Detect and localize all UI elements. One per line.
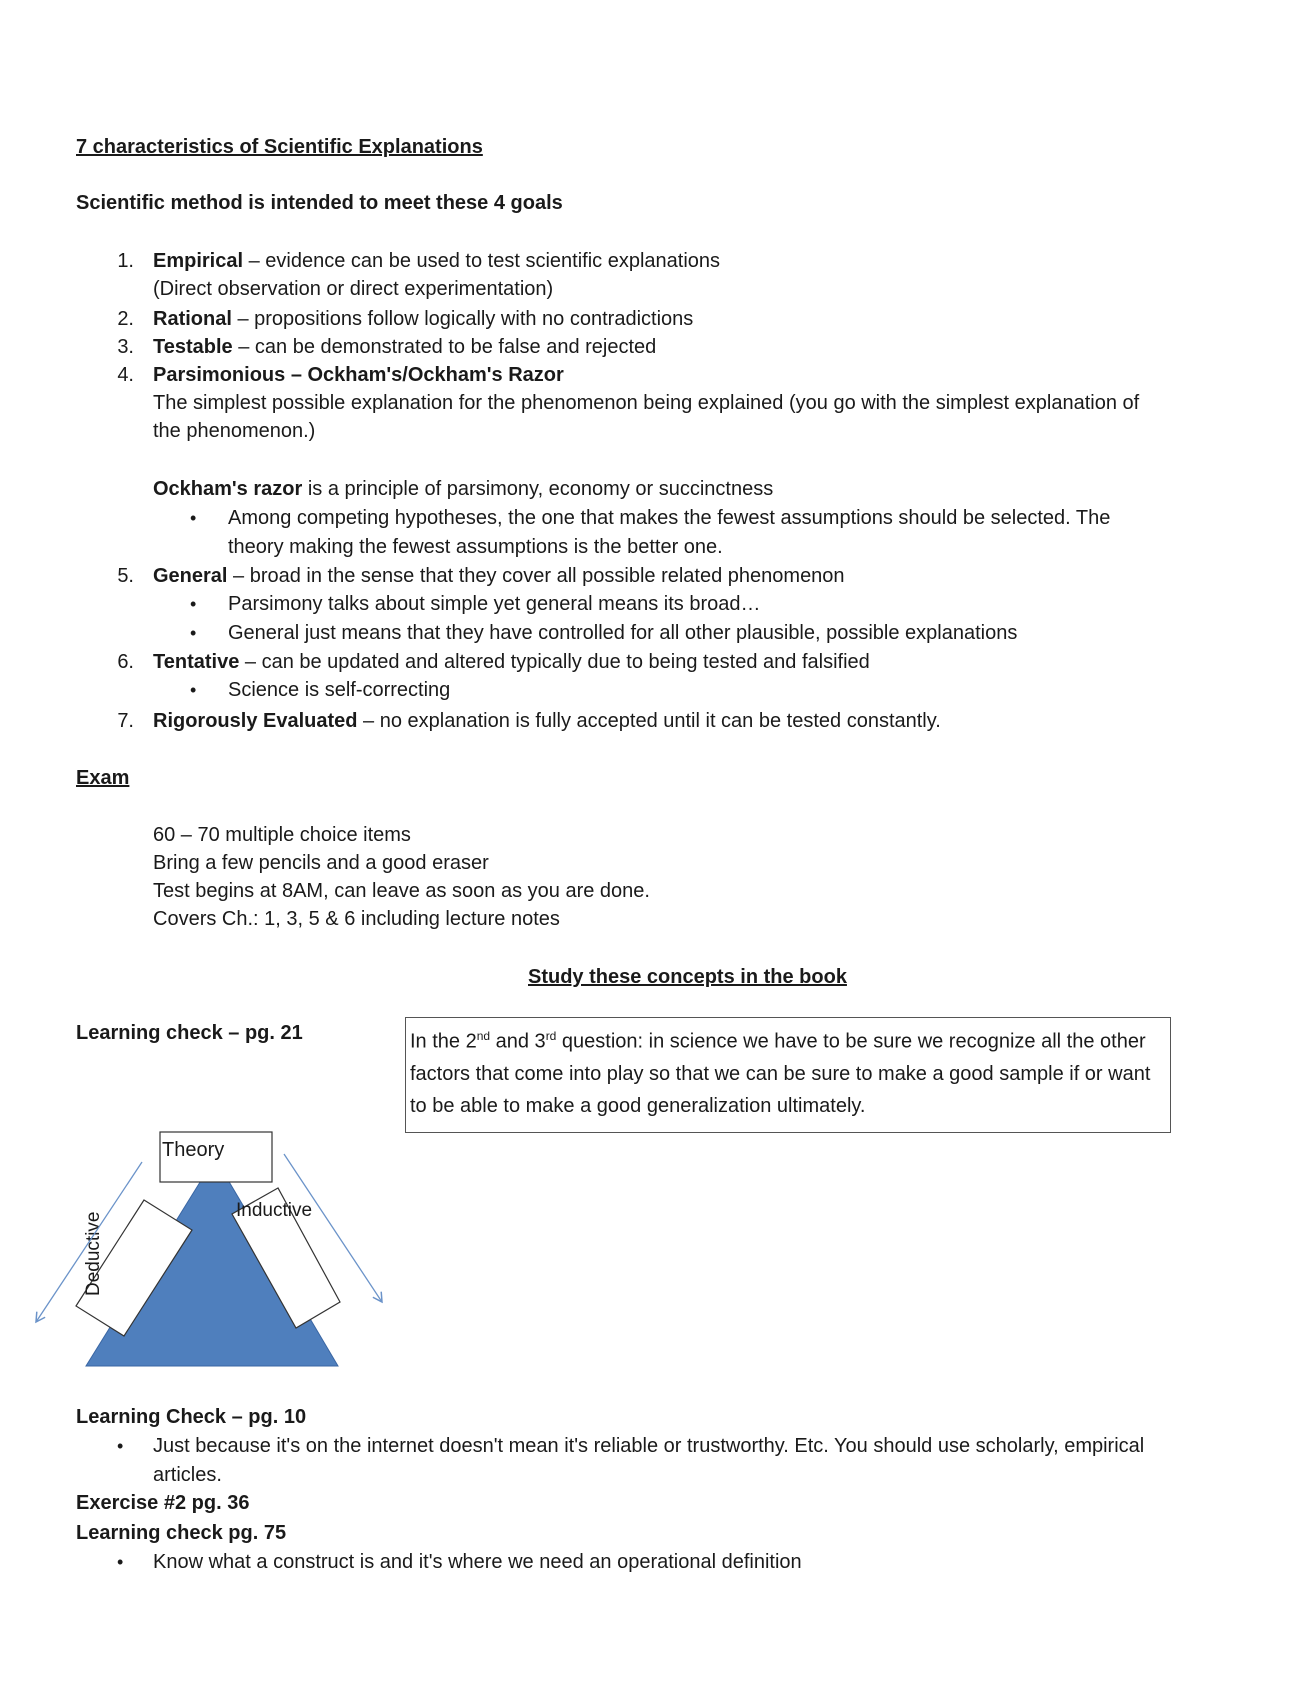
page-title: 7 characteristics of Scientific Explanations [76,136,483,158]
learning-check-75: Learning check pg. 75 [76,1522,287,1544]
bullet-text: General just means that they have controlled for all other plausible, possible explanations [228,622,1018,644]
list-item [153,565,845,588]
list-number: 3. [117,336,134,358]
textbox-text: question: in science we have to be sure we recognize all the other factors that come into play so that we can be sure to make a good sample if or want to be able to make a good generalization ultimately. [410,1030,1151,1117]
item-term: Empirical [153,250,244,272]
learning-check-21: Learning check – pg. 21 [76,1022,303,1044]
item-term: Testable [153,336,233,358]
list-number: 6. [117,651,134,673]
razor-term: Ockham's razor [153,478,303,500]
list-item [153,336,656,359]
list-number: 4. [117,364,134,386]
item-desc: – can be updated and altered typically due to being tested and falsified [239,651,870,673]
inductive-label: Inductive [236,1200,313,1221]
list-item [153,710,941,733]
item-term: Tentative [153,651,240,673]
razor-line [153,478,773,501]
bullet-text: theory making the fewest assumptions is the better one. [228,536,723,558]
study-heading: Study these concepts in the book [528,966,847,988]
item-term: General [153,565,228,587]
bullet-text: Among competing hypotheses, the one that makes the fewest assumptions should be selected. The [228,507,1111,529]
list-item [153,250,720,273]
textbox-sup: nd [476,1029,491,1043]
bullet-glyph: • [190,680,197,700]
exam-line: Test begins at 8AM, can leave as soon as you are done. [153,880,650,902]
bullet-text: Just because it's on the internet doesn't mean it's reliable or trustworthy. Etc. You should use scholarly, empirical [153,1435,1145,1457]
list-number: 5. [117,565,134,587]
item-desc: – no explanation is fully accepted until it can be tested constantly. [357,710,941,732]
theory-label: Theory [162,1139,225,1161]
bullet-text: Know what a construct is and it's where we need an operational definition [153,1551,802,1573]
item-extra: (Direct observation or direct experimentation) [153,278,554,300]
item-extra: the phenomenon.) [153,420,316,442]
bullet-text: Science is self-correcting [228,679,451,701]
exam-line: 60 – 70 multiple choice items [153,824,411,846]
exam-line: Bring a few pencils and a good eraser [153,852,489,874]
item-desc: – broad in the sense that they cover all possible related phenomenon [227,565,845,587]
textbox-text: In the 2 [410,1030,477,1053]
theory-diagram [0,1120,420,1380]
bullet-text: Parsimony talks about simple yet general means its broad… [228,593,761,615]
item-term: Rigorously Evaluated [153,710,358,732]
list-item [153,308,693,331]
list-item [153,651,870,674]
exam-heading: Exam [76,767,130,789]
exercise-line: Exercise #2 pg. 36 [76,1492,250,1514]
list-number: 7. [117,710,134,732]
goals-heading: Scientific method is intended to meet these 4 goals [76,192,563,214]
razor-desc: is a principle of parsimony, economy or succinctness [302,478,774,500]
deductive-label: Deductive [83,1211,104,1296]
textbox-text: and 3 [490,1030,546,1053]
learning-check-10: Learning Check – pg. 10 [76,1406,307,1428]
bullet-glyph: • [117,1436,124,1456]
list-number: 1. [117,250,134,272]
exam-line: Covers Ch.: 1, 3, 5 & 6 including lecture notes [153,908,560,930]
bullet-text: articles. [153,1464,222,1486]
item-term: Parsimonious – Ockham's/Ockham's Razor [153,364,564,386]
item-desc: – can be demonstrated to be false and rejected [232,336,657,358]
textbox-sup: rd [545,1029,557,1043]
bullet-glyph: • [190,508,197,528]
note-textbox [405,1017,1171,1133]
item-term: Rational [153,308,232,330]
bullet-glyph: • [190,623,197,643]
item-extra: The simplest possible explanation for the phenomenon being explained (you go with the simplest explanation of [153,392,1140,414]
item-desc: – propositions follow logically with no contradictions [231,308,694,330]
bullet-glyph: • [190,594,197,614]
list-number: 2. [117,308,134,330]
item-desc: – evidence can be used to test scientific explanations [243,250,721,272]
bullet-glyph: • [117,1552,124,1572]
